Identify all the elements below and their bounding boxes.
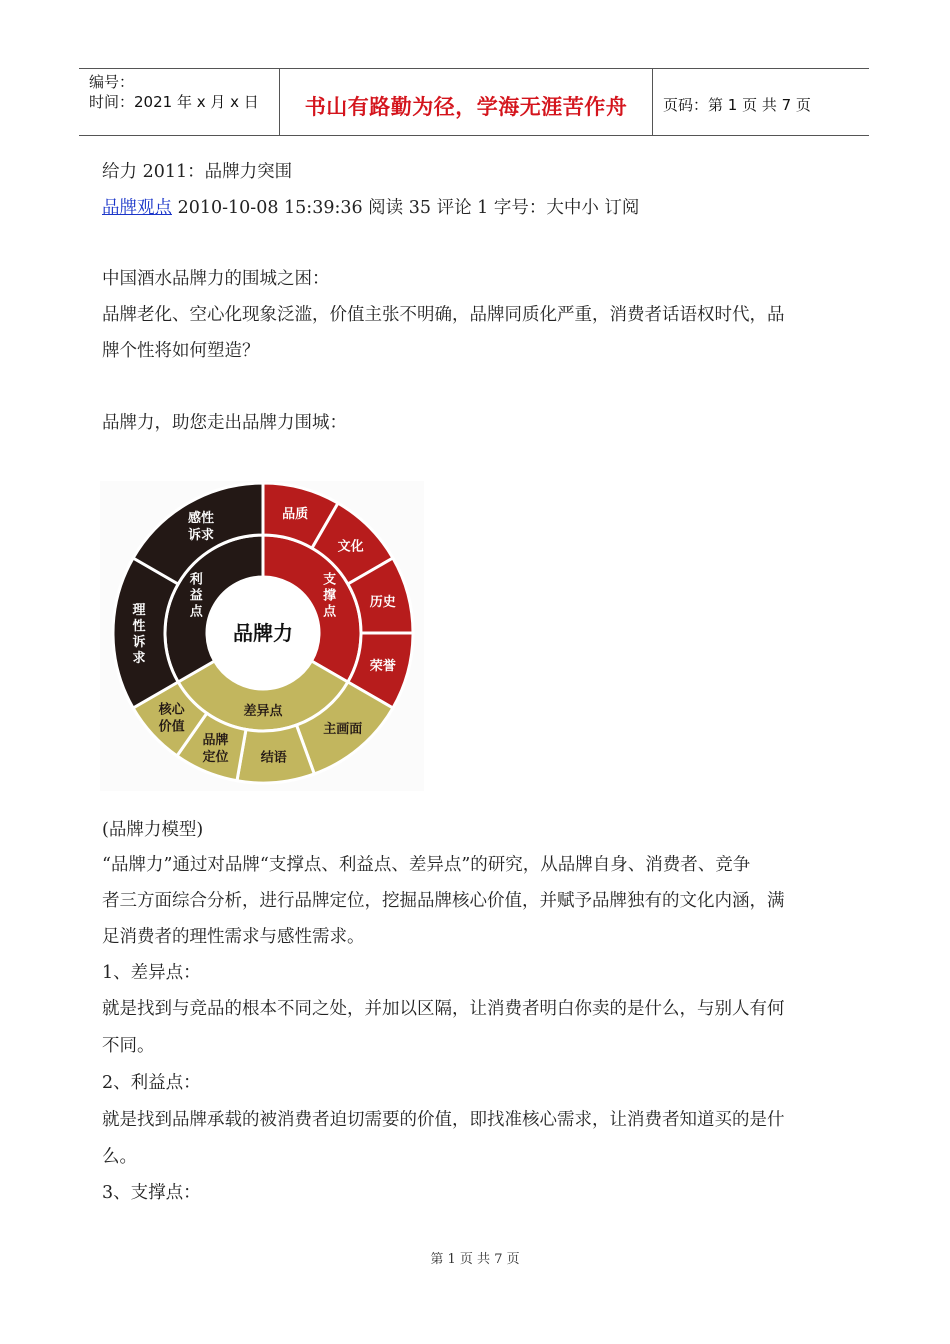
header-page-cell [653,69,869,135]
inner-label: 利 [189,572,203,588]
time-label: 时间：2021 年 x 月 x 日 [89,93,259,111]
outer-label: 主画面 [323,721,363,737]
section-heading: 3、支撑点： [102,1183,201,1203]
outer-label: 品质 [282,507,309,523]
paragraph: 者三方面综合分析，进行品牌定位，挖掘品牌核心价值，并赋予品牌独有的文化内涵，满 [102,891,785,911]
brand-power-wheel [100,481,424,791]
inner-label: 差异点 [243,704,283,719]
outer-label: 诉 [132,635,146,650]
outer-label: 求 [132,651,146,666]
inner-label: 点 [323,604,337,620]
header-motto-cell [280,69,653,135]
paragraph: 中国酒水品牌力的围城之困： [102,269,330,289]
brand-power-diagram [100,481,424,791]
category-link[interactable]: 品牌观点 [102,198,172,218]
outer-label: 性 [132,619,146,634]
article-title: 给力 2011：品牌力突围 [102,162,293,182]
article-meta [102,197,639,219]
paragraph: 牌个性将如何塑造？ [102,341,260,361]
outer-label: 品牌 [202,733,229,749]
outer-label: 荣誉 [369,659,396,675]
header-info-cell [79,69,280,135]
outer-label: 历史 [369,594,396,610]
section-heading: 1、差异点： [102,963,201,983]
center-label: 品牌力 [233,621,293,645]
paragraph: 就是找到品牌承载的被消费者迫切需要的价值，即找准核心需求，让消费者知道买的是什 [102,1110,785,1130]
paragraph: 么。 [102,1147,137,1167]
paragraph: “品牌力”通过对品牌“支撑点、利益点、差异点”的研究，从品牌自身、消费者、竞争 [102,855,751,875]
document-header [79,68,869,136]
inner-label: 撑 [323,588,337,604]
paragraph: 不同。 [102,1036,155,1056]
number-label: 编号： [89,73,135,91]
outer-label: 感性 [187,511,215,527]
inner-label: 支 [323,572,337,588]
inner-label: 益 [189,588,203,604]
paragraph: 足消费者的理性需求与感性需求。 [102,927,365,947]
outer-label: 结语 [260,750,287,766]
inner-label: 点 [189,604,203,620]
paragraph: 品牌老化、空心化现象泛滥，价值主张不明确，品牌同质化严重，消费者话语权时代，品 [102,305,785,325]
meta-text: 2010-10-08 15:39:36 阅读 35 评论 1 字号：大中小 订阅 [172,198,640,218]
motto: 书山有路勤为径，学海无涯苦作舟 [304,95,628,119]
outer-label: 定位 [202,750,229,766]
figure-caption: (品牌力模型) [102,820,204,840]
page-info: 页码：第 1 页 共 7 页 [663,96,811,114]
section-heading: 2、利益点： [102,1073,201,1093]
outer-label: 文化 [337,539,364,555]
outer-label: 诉求 [187,528,215,544]
outer-label: 理 [132,603,146,618]
page-footer: 第 1 页 共 7 页 [430,1252,520,1267]
paragraph: 就是找到与竞品的根本不同之处，并加以区隔，让消费者明白你卖的是什么，与别人有何 [102,999,785,1019]
outer-label: 价值 [158,719,185,735]
paragraph: 品牌力，助您走出品牌力围城： [102,413,347,433]
outer-label: 核心 [158,702,185,718]
